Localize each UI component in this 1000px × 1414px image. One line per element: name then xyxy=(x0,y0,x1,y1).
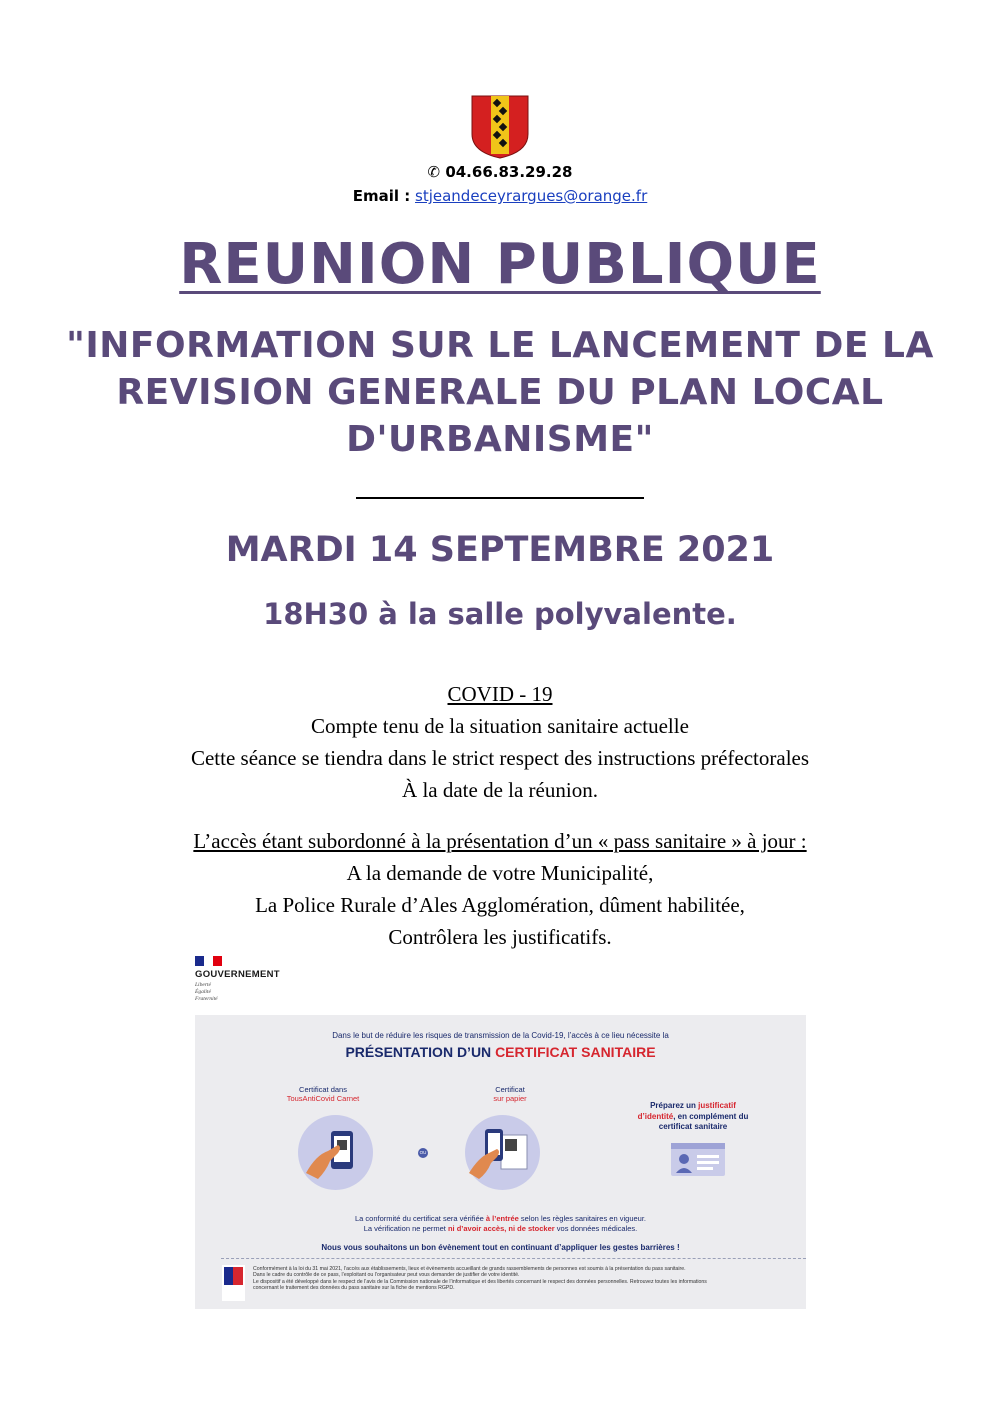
meeting-time-place: 18H30 à la salle polyvalente. xyxy=(263,597,737,631)
legal-line-4: concernant le traitement des données du pass sanitaire sur la fiche de mentions RGPD. xyxy=(253,1285,455,1292)
poster-heading xyxy=(195,1044,806,1060)
health-pass-poster xyxy=(195,1015,806,1309)
conf1-a: La conformité du certificat sera vérifiée xyxy=(355,1214,486,1223)
email-line xyxy=(0,187,1000,205)
government-logo xyxy=(195,956,315,1006)
access-notice xyxy=(0,825,1000,953)
motto-liberte: Liberté xyxy=(195,982,211,988)
covid-line-3: À la date de la réunion. xyxy=(402,778,598,802)
verification-info xyxy=(195,1214,806,1234)
or-badge: OU xyxy=(418,1148,428,1158)
poster-wish: Nous vous souhaitons un bon évènement tout en continuant d’appliquer les gestes barrières ! xyxy=(321,1243,680,1252)
poster-intro: Dans le but de réduire les risques de transmission de la Covid-19, l’accès à ce lieu nécessite la xyxy=(332,1031,669,1040)
prep-c: d’identité xyxy=(637,1111,674,1121)
option-app-line-2: TousAntiCovid Carnet xyxy=(286,1094,360,1103)
phone-certificate-icon xyxy=(298,1115,373,1190)
covid-line-1: Compte tenu de la situation sanitaire actuelle xyxy=(311,714,689,738)
paper-certificate-icon xyxy=(465,1115,540,1190)
government-label: GOUVERNEMENT xyxy=(195,969,280,980)
option-app-label xyxy=(278,1085,368,1103)
prep-b: justificatif xyxy=(698,1101,736,1110)
conf2-c: vos données médicales. xyxy=(554,1224,638,1233)
id-card-icon xyxy=(671,1143,725,1176)
meeting-date: MARDI 14 SEPTEMBRE 2021 xyxy=(225,530,775,570)
option-app-line-1: Certificat dans xyxy=(299,1085,347,1094)
motto-egalite: Égalité xyxy=(195,989,211,995)
conf1-b: à l’entrée xyxy=(485,1214,519,1223)
subject-line-1: "INFORMATION SUR LE LANCEMENT DE LA xyxy=(66,325,934,366)
legal-notice xyxy=(253,1266,798,1292)
legal-line-1: Conformément à la loi du 31 mai 2021, l’accès aux établissements, lieux et évènements accueillant de grands rassemblements de personnes est soumis à la présentation du pass sanitaire. xyxy=(253,1266,686,1272)
conf2-a: La vérification ne permet xyxy=(363,1224,448,1233)
phone-line xyxy=(0,163,1000,181)
poster-separator xyxy=(221,1258,806,1259)
phone-icon: ✆ xyxy=(427,163,441,181)
access-heading: L’accès étant subordonné à la présentation d’un « pass sanitaire » à jour : xyxy=(193,829,807,853)
page-title xyxy=(0,232,1000,297)
access-line-2: La Police Rurale d’Ales Agglomération, dûment habilitée, xyxy=(255,893,745,917)
access-line-1: A la demande de votre Municipalité, xyxy=(346,861,654,885)
poster-heading-a: PRÉSENTATION D’UN xyxy=(345,1044,496,1060)
covid-line-2: Cette séance se tiendra dans le strict respect des instructions préfectorales xyxy=(190,746,810,770)
prep-a: Préparez un xyxy=(650,1101,699,1110)
phone-number: 04.66.83.29.28 xyxy=(445,163,573,181)
tousanticovid-logo xyxy=(222,1265,245,1301)
legal-line-2: Dans le cadre du contrôle de ce pass, l’exploitant ou l’organisateur peut vous demander de justifier de votre identité. xyxy=(253,1272,520,1279)
option-paper-line-2: sur papier xyxy=(493,1094,527,1103)
town-crest-logo xyxy=(470,94,530,160)
conf2-b: ni d’avoir accès, ni de stocker xyxy=(447,1224,555,1233)
poster-heading-b: CERTIFICAT SANITAIRE xyxy=(495,1044,656,1060)
subject-line-3: D'URBANISME" xyxy=(346,419,654,460)
access-line-3: Contrôlera les justificatifs. xyxy=(388,925,612,949)
french-flag-icon xyxy=(195,956,223,966)
option-paper-line-1: Certificat xyxy=(495,1085,525,1094)
email-link[interactable]: stjeandeceyrargues@orange.fr xyxy=(415,187,648,205)
prep-e: certificat sanitaire xyxy=(658,1122,728,1131)
id-reminder xyxy=(623,1101,763,1133)
subject-line-2: REVISION GENERALE DU PLAN LOCAL xyxy=(116,372,884,413)
conf1-c: selon les règles sanitaires en vigueur. xyxy=(518,1214,646,1223)
covid-notice xyxy=(0,678,1000,806)
divider xyxy=(356,497,644,499)
email-label: Email : xyxy=(352,187,411,205)
government-motto xyxy=(195,982,218,1003)
legal-line-3: Le dispositif a été développé dans le respect de l’avis de la Commission nationale de l’informatique et des libertés concernant le respect des données personnelles. Retrouvez toutes les informations xyxy=(253,1278,707,1285)
option-paper-label xyxy=(470,1085,550,1103)
meeting-subject xyxy=(0,322,1000,463)
page-title-text: REUNION PUBLIQUE xyxy=(179,232,821,297)
motto-fraternite: Fraternité xyxy=(195,996,218,1002)
prep-d: , en complément du xyxy=(673,1111,749,1121)
covid-heading: COVID - 19 xyxy=(447,682,553,706)
